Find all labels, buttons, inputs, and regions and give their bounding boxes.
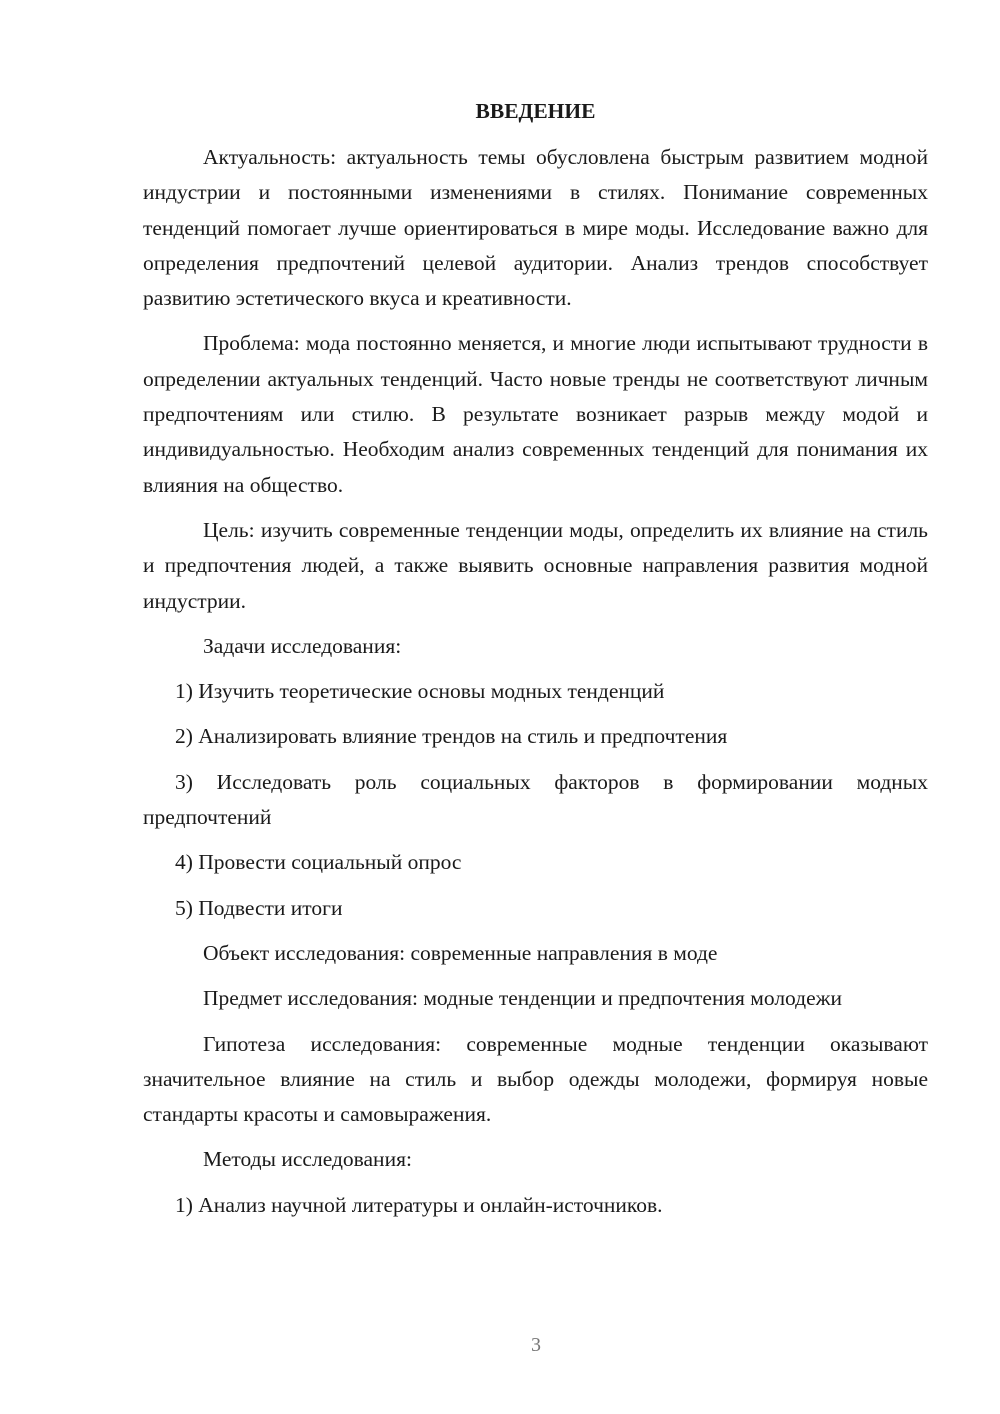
paragraph-problem: Проблема: мода постоянно меняется, и многие люди испытывают трудности в определении актуальных тенденций. Часто новые тренды не соответствуют личным предпочтениям или стилю. В результате возникает разрыв между модой и индивидуальностью. Необходим анализ современных тенденций для понимания их влияния на общество. <box>143 331 928 497</box>
task-item-5: 5) Подвести итоги <box>175 895 343 920</box>
paragraph-subject: Предмет исследования: модные тенденции и предпочтения молодежи <box>203 986 843 1011</box>
task-item-2: 2) Анализировать влияние трендов на стиль и предпочтения <box>175 724 728 749</box>
tasks-heading: Задачи исследования: <box>203 633 402 658</box>
paragraph-object: Объект исследования: современные направления в моде <box>203 940 718 965</box>
task-item-1: 1) Изучить теоретические основы модных тенденций <box>175 679 665 704</box>
section-heading: ВВЕДЕНИЕ <box>475 99 596 123</box>
method-item-1: 1) Анализ научной литературы и онлайн-источников. <box>175 1192 663 1217</box>
task-item-3: 3) Исследовать роль социальных факторов в формировании модных предпочтений <box>143 769 928 830</box>
paragraph-relevance: Актуальность: актуальность темы обусловлена быстрым развитием модной индустрии и постоянными изменениями в стилях. Понимание современных тенденций помогает лучше ориентироваться в мире моды. Исследование важно для определения предпочтений целевой аудитории. Анализ трендов способствует развитию эстетического вкуса и креативности. <box>143 145 928 311</box>
page-content <box>143 96 928 1233</box>
methods-heading: Методы исследования: <box>203 1147 412 1172</box>
paragraph-hypothesis: Гипотеза исследования: современные модные тенденции оказывают значительное влияние на стиль и выбор одежды молодежи, формируя новые стандарты красоты и самовыражения. <box>143 1031 928 1127</box>
task-item-4: 4) Провести социальный опрос <box>175 850 462 875</box>
page-number: 3 <box>531 1334 541 1356</box>
paragraph-goal: Цель: изучить современные тенденции моды, определить их влияние на стиль и предпочтения людей, а также выявить основные направления развития модной индустрии. <box>143 517 928 613</box>
